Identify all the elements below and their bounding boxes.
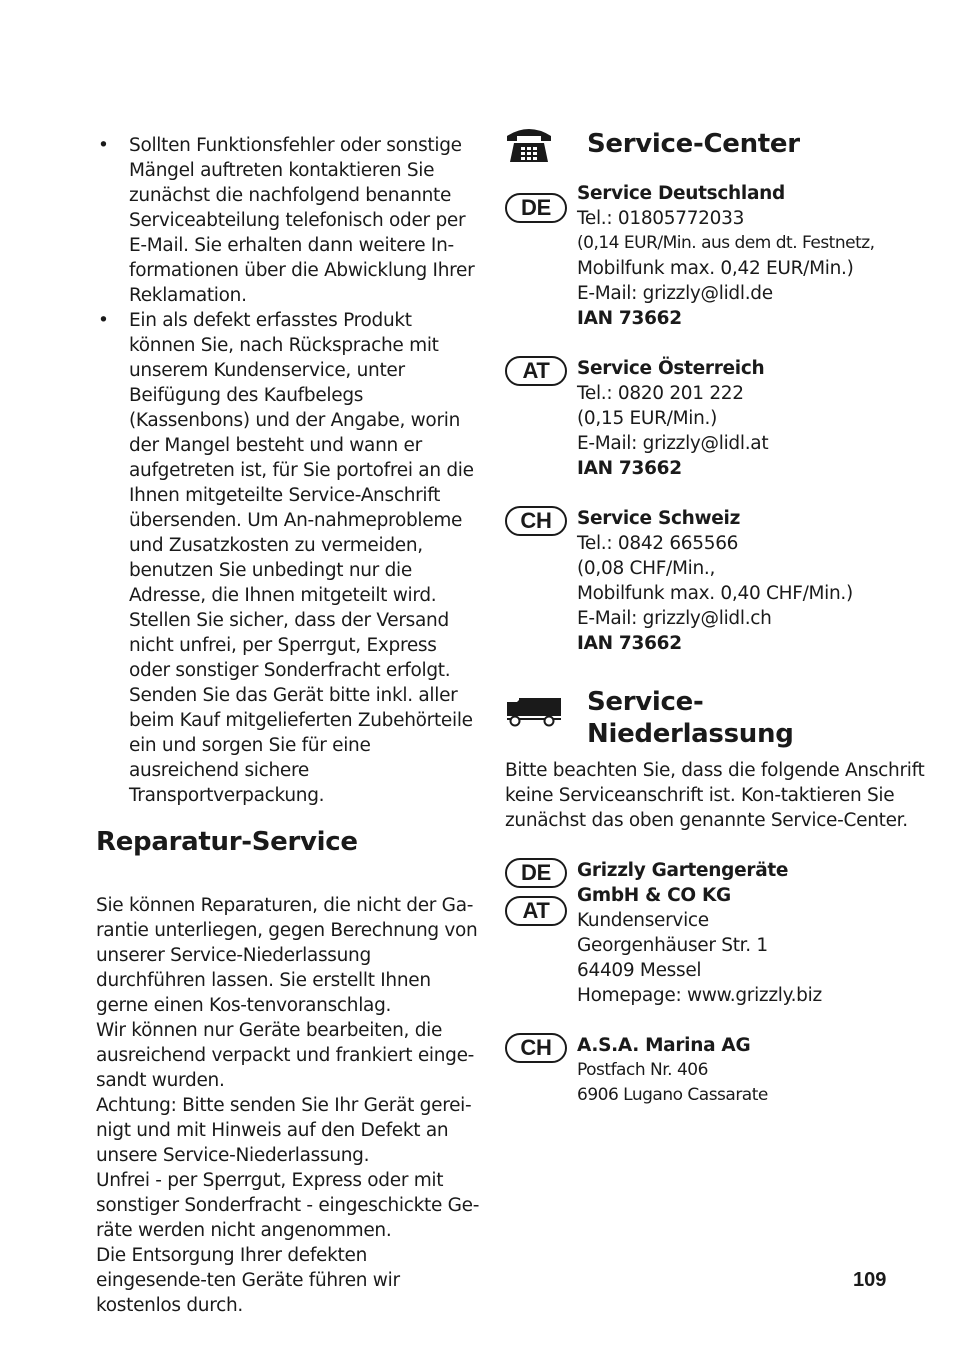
country-badge-ch: CH bbox=[505, 506, 567, 536]
service-title: Service Schweiz bbox=[577, 508, 741, 529]
service-entry-ch bbox=[505, 506, 925, 656]
address-line: Georgenhäuser Str. 1 bbox=[577, 935, 768, 956]
address-ch bbox=[505, 1033, 925, 1108]
left-column bbox=[96, 133, 480, 1318]
service-phone: Tel.: 0820 201 222 bbox=[577, 383, 744, 404]
service-note: (0,15 EUR/Min.) bbox=[577, 408, 718, 429]
repair-service-body bbox=[96, 893, 480, 1318]
service-center-heading: Service-Center bbox=[587, 129, 800, 159]
address-company-name: A.S.A. Marina AG bbox=[577, 1035, 751, 1056]
service-email: E-Mail: grizzly@lidl.ch bbox=[577, 608, 772, 629]
address-homepage: Homepage: www.grizzly.biz bbox=[577, 985, 822, 1006]
service-note: Mobilfunk max. 0,42 EUR/Min.) bbox=[577, 258, 854, 279]
repair-service-heading: Reparatur-Service bbox=[96, 827, 358, 857]
right-column bbox=[505, 120, 925, 1108]
address-line: 6906 Lugano Cassarate bbox=[577, 1085, 768, 1105]
service-branch-intro: Bitte beachten Sie, dass die folgende Anschrift keine Serviceanschrift ist. Kon-taktieren Sie zunächst das oben genannte Service-Center. bbox=[505, 760, 925, 831]
truck-icon bbox=[505, 694, 563, 732]
service-branch-heading-line2: Niederlassung bbox=[587, 719, 794, 749]
service-branch-heading bbox=[587, 686, 794, 750]
address-line: Kundenservice bbox=[577, 910, 709, 931]
telephone-icon bbox=[505, 124, 553, 168]
service-phone: Tel.: 0842 665566 bbox=[577, 533, 739, 554]
service-title: Service Deutschland bbox=[577, 183, 785, 204]
service-entry-at bbox=[505, 356, 925, 481]
service-branch-header bbox=[505, 686, 925, 758]
address-company-name: Grizzly Gartengeräte bbox=[577, 860, 789, 881]
country-badge-at: AT bbox=[505, 896, 567, 926]
service-email: E-Mail: grizzly@lidl.at bbox=[577, 433, 769, 454]
service-note: (0,14 EUR/Min. aus dem dt. Festnetz, bbox=[577, 233, 875, 253]
warranty-bullet-list bbox=[96, 133, 480, 808]
repair-paragraph: Die Entsorgung Ihrer defekten eingesende-ten Geräte führen wir kostenlos durch. bbox=[96, 1245, 400, 1316]
service-phone: Tel.: 01805772033 bbox=[577, 208, 745, 229]
repair-paragraph: Achtung: Bitte senden Sie Ihr Gerät gerei-nigt und mit Hinweis auf den Defekt an unsere Service-Niederlassung. bbox=[96, 1095, 472, 1166]
repair-paragraph: Wir können nur Geräte bearbeiten, die ausreichend verpackt und frankiert einge-sandt wurden. bbox=[96, 1020, 475, 1091]
service-ian: IAN 73662 bbox=[577, 633, 682, 654]
repair-paragraph: Sie können Reparaturen, die nicht der Ga-rantie unterliegen, gegen Berechnung von unserer Service-Niederlassung durchführen lassen. Sie erstellt Ihnen gerne einen Kos-tenvoranschlag. bbox=[96, 895, 478, 1016]
service-entry-de bbox=[505, 181, 925, 331]
bullet-item: • Sollten Funktionsfehler oder sonstige Mängel auftreten kontaktieren Sie zunächst die nachfolgend benannte Serviceabteilung telefonisch oder per E-Mail. Sie erhalten dann weitere In-formationen über die Abwicklung Ihrer Reklamation. bbox=[96, 133, 480, 308]
service-note: Mobilfunk max. 0,40 CHF/Min.) bbox=[577, 583, 853, 604]
country-badge-ch: CH bbox=[505, 1033, 567, 1063]
country-badge-de: DE bbox=[505, 193, 567, 223]
service-ian: IAN 73662 bbox=[577, 308, 682, 329]
repair-paragraph: Unfrei - per Sperrgut, Express oder mit sonstiger Sonderfracht - eingeschickte Ge-räte werden nicht angenommen. bbox=[96, 1170, 480, 1241]
country-badge-de: DE bbox=[505, 858, 567, 888]
country-badge-at: AT bbox=[505, 356, 567, 386]
address-de-at bbox=[505, 858, 925, 1008]
address-company-name: GmbH & CO KG bbox=[577, 885, 731, 906]
address-line: 64409 Messel bbox=[577, 960, 702, 981]
service-ian: IAN 73662 bbox=[577, 458, 682, 479]
service-note: (0,08 CHF/Min., bbox=[577, 558, 716, 579]
bullet-item: • Ein als defekt erfasstes Produkt können Sie, nach Rücksprache mit unserem Kundenservice, unter Beifügung des Kaufbelegs (Kassenbons) und der Angabe, worin der Mangel besteht und wann er aufgetreten ist, für Sie portofrei an die Ihnen mitgeteilte Service-Anschrift übersenden. Um An-nahmeprobleme und Zusatzkosten zu vermeiden, benutzen Sie unbedingt nur die Adresse, die Ihnen mitgeteilt wird. Stellen Sie sicher, dass der Versand nicht unfrei, per Sperrgut, Express oder sonstiger Sonderfracht erfolgt. Senden Sie das Gerät bitte inkl. aller beim Kauf mitgelieferten Zubehörteile ein und sorgen Sie für eine ausreichend sichere Transportverpackung. bbox=[96, 308, 480, 808]
address-line: Postfach Nr. 406 bbox=[577, 1060, 708, 1080]
service-center-header bbox=[505, 120, 925, 168]
service-branch-heading-line1: Service- bbox=[587, 687, 704, 717]
service-title: Service Österreich bbox=[577, 358, 765, 379]
service-email: E-Mail: grizzly@lidl.de bbox=[577, 283, 773, 304]
page-number: 109 bbox=[853, 1269, 887, 1291]
